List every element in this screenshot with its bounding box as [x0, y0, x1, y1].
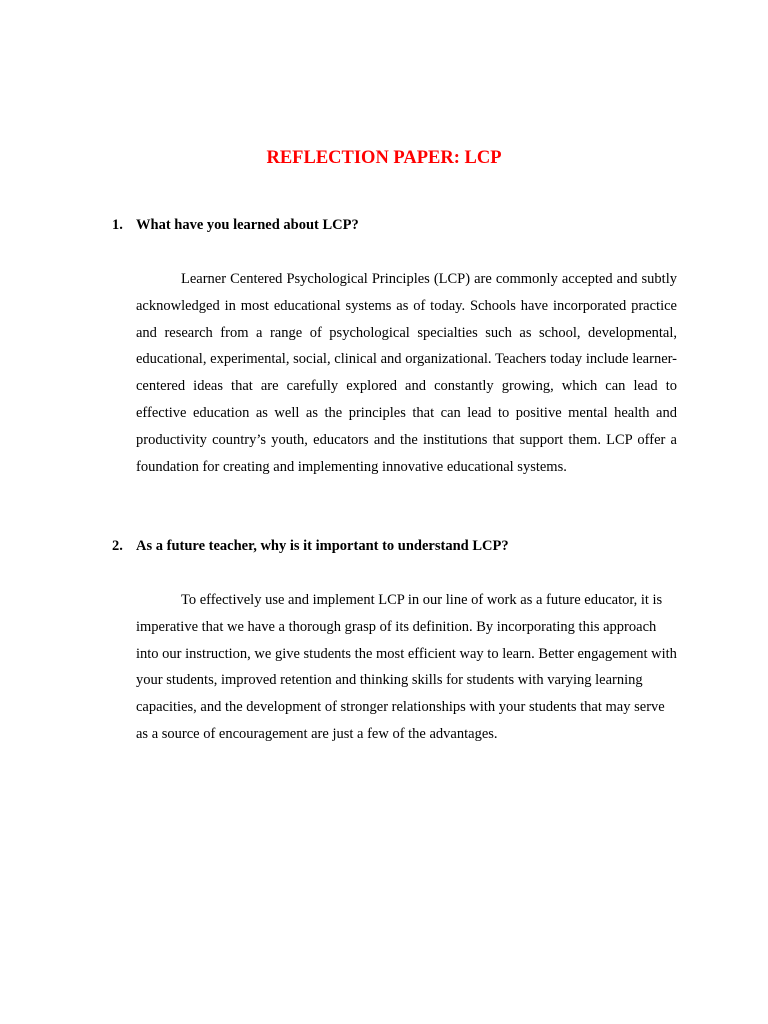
question-text: As a future teacher, why is it important to understand LCP? — [136, 538, 509, 554]
question-number: 1. — [112, 217, 123, 233]
page-title: REFLECTION PAPER: LCP — [266, 148, 502, 168]
question-number: 2. — [112, 538, 123, 554]
answer-paragraph-1: Learner Centered Psychological Principles (LCP) are commonly accepted and subtly acknowledged in most educational systems as of today. Schools have incorporated practice and research from a range of psychological specialties such as school, developmental, educational, experimental, social, clinical and organizational. Teachers today include learner-centered ideas that are carefully explored and constantly growing, which can lead to effective education as well as the principles that can lead to positive mental health and productivity country’s youth, educators and the institutions that support them. LCP offer a foundation for creating and implementing innovative educational systems. — [136, 271, 677, 475]
question-text: What have you learned about LCP? — [136, 217, 359, 233]
answer-paragraph-2: To effectively use and implement LCP in our line of work as a future educator, it is imperative that we have a thorough grasp of its definition. By incorporating this approach into our instruction, we give students the most efficient way to learn. Better engagement with your students, improved retention and thinking skills for students with varying learning capacities, and the development of stronger relationships with your students that may serve as a source of encouragement are just a few of the advantages. — [136, 592, 677, 742]
